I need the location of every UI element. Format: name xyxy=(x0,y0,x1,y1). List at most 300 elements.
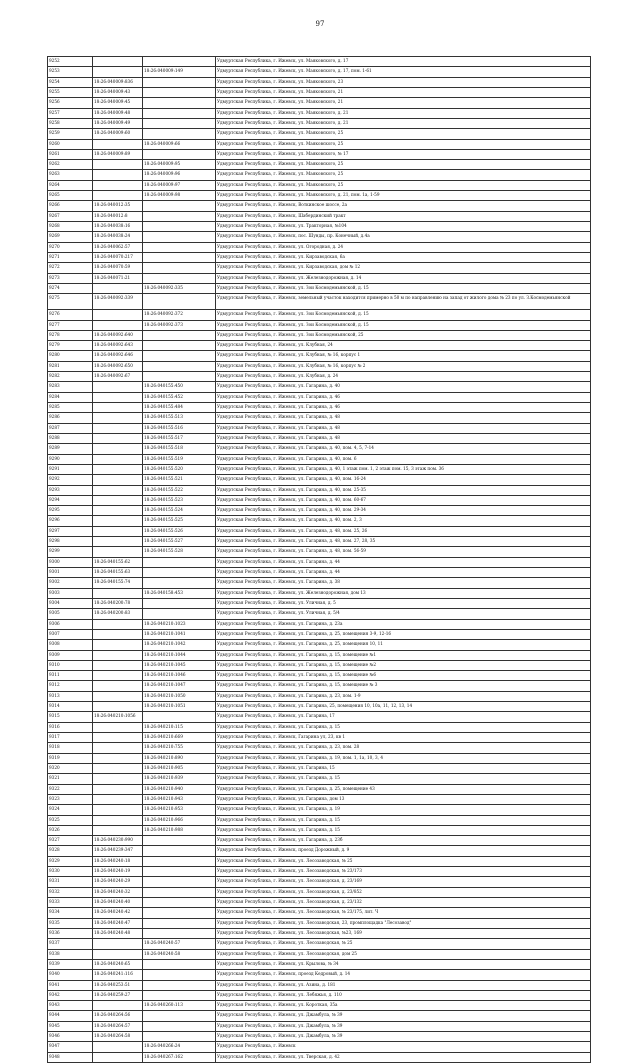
row-number-cell: 9308 xyxy=(48,640,93,650)
row-number-cell: 9274 xyxy=(48,283,93,293)
building-cadastral-number-cell: 18:26:040267:162 xyxy=(143,1052,216,1062)
land-cadastral-number-cell: 18:26:040092:643 xyxy=(93,341,143,351)
land-cadastral-number-cell: 18:26:040092:67 xyxy=(93,372,143,382)
row-number-cell: 9332 xyxy=(48,887,93,897)
land-cadastral-number-cell: 18:26:040009:48 xyxy=(93,108,143,118)
row-number-cell: 9317 xyxy=(48,733,93,743)
table-row xyxy=(48,1052,591,1062)
building-cadastral-number-cell: 18:26:040210:988 xyxy=(143,825,216,835)
row-number-cell: 9296 xyxy=(48,516,93,526)
building-cadastral-number-cell xyxy=(143,877,216,887)
land-cadastral-number-cell: 18:26:040230:990 xyxy=(93,836,143,846)
land-cadastral-number-cell xyxy=(93,392,143,402)
row-number-cell: 9324 xyxy=(48,805,93,815)
address-cell: Удмуртская Республика, г. Ижевск, ул. Лесозаводская, № 23/175, лит. Ч xyxy=(216,908,591,918)
row-number-cell: 9322 xyxy=(48,784,93,794)
table-row xyxy=(48,815,591,825)
land-cadastral-number-cell: 18:26:040062:57 xyxy=(93,242,143,252)
address-cell: Удмуртская Республика, г. Ижевск, проезд Кедровый, д. 14 xyxy=(216,970,591,980)
address-cell: Удмуртская Республика, г. Ижевск, Воткинское шоссе, 2а xyxy=(216,201,591,211)
table-row xyxy=(48,495,591,505)
land-cadastral-number-cell: 18:26:040155:63 xyxy=(93,568,143,578)
row-number-cell: 9267 xyxy=(48,211,93,221)
address-cell: Удмуртская Республика, г. Ижевск, ул. Лесозаводская, № 25 xyxy=(216,939,591,949)
building-cadastral-number-cell: 18:26:040210:1046 xyxy=(143,671,216,681)
land-cadastral-number-cell xyxy=(93,794,143,804)
building-cadastral-number-cell: 18:26:040155:484 xyxy=(143,403,216,413)
building-cadastral-number-cell xyxy=(143,568,216,578)
table-row xyxy=(48,867,591,877)
row-number-cell: 9284 xyxy=(48,392,93,402)
row-number-cell: 9305 xyxy=(48,609,93,619)
building-cadastral-number-cell xyxy=(143,1032,216,1042)
row-number-cell: 9310 xyxy=(48,660,93,670)
row-number-cell: 9276 xyxy=(48,310,93,320)
land-cadastral-number-cell: 18:26:040240:19 xyxy=(93,867,143,877)
land-cadastral-number-cell: 18:26:040092:339 xyxy=(93,294,143,310)
building-cadastral-number-cell: 18:26:040155:513 xyxy=(143,413,216,423)
table-row xyxy=(48,557,591,567)
land-cadastral-number-cell xyxy=(93,939,143,949)
row-number-cell: 9295 xyxy=(48,506,93,516)
building-cadastral-number-cell xyxy=(143,98,216,108)
building-cadastral-number-cell xyxy=(143,77,216,87)
row-number-cell: 9261 xyxy=(48,149,93,159)
table-row xyxy=(48,118,591,128)
land-cadastral-number-cell xyxy=(93,733,143,743)
row-number-cell: 9262 xyxy=(48,160,93,170)
table-row xyxy=(48,753,591,763)
table-row xyxy=(48,403,591,413)
table-row xyxy=(48,722,591,732)
table-row xyxy=(48,825,591,835)
building-cadastral-number-cell: 18:26:040009:96 xyxy=(143,170,216,180)
row-number-cell: 9260 xyxy=(48,139,93,149)
land-cadastral-number-cell xyxy=(93,433,143,443)
table-row xyxy=(48,526,591,536)
row-number-cell: 9338 xyxy=(48,949,93,959)
table-row xyxy=(48,763,591,773)
table-row xyxy=(48,506,591,516)
land-cadastral-number-cell xyxy=(93,464,143,474)
row-number-cell: 9343 xyxy=(48,1001,93,1011)
table-row xyxy=(48,908,591,918)
building-cadastral-number-cell xyxy=(143,108,216,118)
address-cell: Удмуртская Республика, г. Ижевск, ул. Гагарина, дом 13 xyxy=(216,794,591,804)
table-row xyxy=(48,516,591,526)
building-cadastral-number-cell xyxy=(143,970,216,980)
land-cadastral-number-cell: 18:26:040241:116 xyxy=(93,970,143,980)
address-cell: Удмуртская Республика, г. Ижевск, ул. Клубная, 24 xyxy=(216,341,591,351)
row-number-cell: 9275 xyxy=(48,294,93,310)
address-cell: Удмуртская Республика, г. Ижевск, Гагарина ул, 23, кв 1 xyxy=(216,733,591,743)
building-cadastral-number-cell: 18:26:040210:1023 xyxy=(143,619,216,629)
building-cadastral-number-cell xyxy=(143,846,216,856)
address-cell: Удмуртская Республика, г. Ижевск, ул. Лесозаводская, д. 23/169 xyxy=(216,877,591,887)
row-number-cell: 9336 xyxy=(48,928,93,938)
table-row xyxy=(48,1011,591,1021)
table-row xyxy=(48,252,591,262)
building-cadastral-number-cell: 18:26:040155:450 xyxy=(143,382,216,392)
address-cell: Удмуртская Республика, г. Ижевск, ул. Маяковского, д. 21 xyxy=(216,108,591,118)
row-number-cell: 9330 xyxy=(48,867,93,877)
row-number-cell: 9309 xyxy=(48,650,93,660)
row-number-cell: 9271 xyxy=(48,252,93,262)
row-number-cell: 9346 xyxy=(48,1032,93,1042)
table-row xyxy=(48,361,591,371)
table-row xyxy=(48,139,591,149)
table-row xyxy=(48,702,591,712)
table-row xyxy=(48,201,591,211)
table-row xyxy=(48,330,591,340)
row-number-cell: 9340 xyxy=(48,970,93,980)
table-row xyxy=(48,320,591,330)
row-number-cell: 9286 xyxy=(48,413,93,423)
building-cadastral-number-cell xyxy=(143,149,216,159)
table-row xyxy=(48,341,591,351)
address-cell: Удмуртская Республика, г. Ижевск, ул. Железнодорожная, дом 13 xyxy=(216,588,591,598)
land-cadastral-number-cell: 18:26:040240:18 xyxy=(93,856,143,866)
building-cadastral-number-cell xyxy=(143,928,216,938)
table-row xyxy=(48,232,591,242)
address-cell: Удмуртская Республика, г. Ижевск, ул. Гагарина, д. 23, пом. 28 xyxy=(216,743,591,753)
building-cadastral-number-cell: 18:26:040260:113 xyxy=(143,1001,216,1011)
land-cadastral-number-cell xyxy=(93,139,143,149)
row-number-cell: 9270 xyxy=(48,242,93,252)
land-cadastral-number-cell: 18:26:040009:49 xyxy=(93,118,143,128)
table-row xyxy=(48,712,591,722)
row-number-cell: 9294 xyxy=(48,495,93,505)
address-cell: Удмуртская Республика, г. Ижевск, ул. Гагарина, д. 15, помещение № 3 xyxy=(216,681,591,691)
address-cell: Удмуртская Республика, г. Ижевск, ул. Маяковского, д. 17, пом. 1-61 xyxy=(216,67,591,77)
land-cadastral-number-cell xyxy=(93,1042,143,1052)
row-number-cell: 9329 xyxy=(48,856,93,866)
land-cadastral-number-cell xyxy=(93,160,143,170)
address-cell: Удмуртская Республика, г. Ижевск, ул. Гагарина, д. 44 xyxy=(216,568,591,578)
row-number-cell: 9326 xyxy=(48,825,93,835)
row-number-cell: 9293 xyxy=(48,485,93,495)
land-cadastral-number-cell xyxy=(93,475,143,485)
row-number-cell: 9303 xyxy=(48,588,93,598)
row-number-cell: 9277 xyxy=(48,320,93,330)
land-cadastral-number-cell xyxy=(93,650,143,660)
address-cell: Удмуртская Республика, г. Ижевск, ул. Гагарина, д. 25, помещение 43 xyxy=(216,784,591,794)
building-cadastral-number-cell xyxy=(143,129,216,139)
row-number-cell: 9283 xyxy=(48,382,93,392)
table-row xyxy=(48,98,591,108)
address-cell: Удмуртская Республика, г. Ижевск, ул. Железнодорожная, д. 14 xyxy=(216,273,591,283)
building-cadastral-number-cell: 18:26:040240:57 xyxy=(143,939,216,949)
land-cadastral-number-cell xyxy=(93,423,143,433)
land-cadastral-number-cell xyxy=(93,629,143,639)
building-cadastral-number-cell: 18:26:040158:453 xyxy=(143,588,216,598)
building-cadastral-number-cell xyxy=(143,57,216,67)
table-row xyxy=(48,108,591,118)
table-row xyxy=(48,392,591,402)
table-row xyxy=(48,351,591,361)
building-cadastral-number-cell xyxy=(143,294,216,310)
address-cell: Удмуртская Республика, г. Ижевск, ул. Тверская, д. 42 xyxy=(216,1052,591,1062)
land-cadastral-number-cell xyxy=(93,191,143,201)
table-row xyxy=(48,464,591,474)
address-cell: Удмуртская Республика, г. Ижевск, ул. Джамбула, № 39 xyxy=(216,1011,591,1021)
table-row xyxy=(48,588,591,598)
building-cadastral-number-cell xyxy=(143,263,216,273)
row-number-cell: 9311 xyxy=(48,671,93,681)
address-cell: Удмуртская Республика, г. Ижевск, ул. Клубная, № 16, корпус № 2 xyxy=(216,361,591,371)
table-row xyxy=(48,619,591,629)
building-cadastral-number-cell: 18:26:040009:98 xyxy=(143,191,216,201)
building-cadastral-number-cell: 18:26:040009:149 xyxy=(143,67,216,77)
address-cell: Удмуртская Республика, г. Ижевск, ул. Гагарина, д. 25, помещения 3-9, 12-16 xyxy=(216,629,591,639)
address-cell: Удмуртская Республика, г. Ижевск, ул. Лесозаводская, 23, промплощадка "Лесозавод" xyxy=(216,918,591,928)
land-cadastral-number-cell: 18:26:040259:27 xyxy=(93,990,143,1000)
address-cell: Удмуртская Республика, г. Ижевск, ул. Гагарина, д. 40, пом. 2, 3 xyxy=(216,516,591,526)
land-cadastral-number-cell xyxy=(93,588,143,598)
table-row xyxy=(48,382,591,392)
row-number-cell: 9263 xyxy=(48,170,93,180)
land-cadastral-number-cell: 18:26:040092:650 xyxy=(93,361,143,371)
table-row xyxy=(48,928,591,938)
building-cadastral-number-cell xyxy=(143,372,216,382)
table-row xyxy=(48,1042,591,1052)
building-cadastral-number-cell: 18:26:040092:373 xyxy=(143,320,216,330)
address-cell: Удмуртская Республика, г. Ижевск, ул. Гагарина, д. 46 xyxy=(216,392,591,402)
address-cell: Удмуртская Республика, г. Ижевск, ул. Лебяжья, д. 110 xyxy=(216,990,591,1000)
building-cadastral-number-cell xyxy=(143,887,216,897)
building-cadastral-number-cell: 18:26:040155:452 xyxy=(143,392,216,402)
row-number-cell: 9325 xyxy=(48,815,93,825)
row-number-cell: 9289 xyxy=(48,444,93,454)
address-cell: Удмуртская Республика, г. Ижевск, пос. Шунды, пр. Конечный, д.4а xyxy=(216,232,591,242)
table-row xyxy=(48,444,591,454)
land-cadastral-number-cell xyxy=(93,949,143,959)
building-cadastral-number-cell: 18:26:040210:1045 xyxy=(143,660,216,670)
building-cadastral-number-cell: 18:26:040210:1041 xyxy=(143,629,216,639)
address-cell: Удмуртская Республика, г. Ижевск, ул. Кирзаводская, 6а xyxy=(216,252,591,262)
address-cell: Удмуртская Республика, г. Ижевск, ул. Гагарина, д. 44 xyxy=(216,557,591,567)
land-cadastral-number-cell: 18:26:040240:47 xyxy=(93,918,143,928)
land-cadastral-number-cell: 18:26:040009:836 xyxy=(93,77,143,87)
address-cell: Удмуртская Республика, г. Ижевск, ул. Гагарина, д. 23, пом. 1-9 xyxy=(216,691,591,701)
building-cadastral-number-cell xyxy=(143,867,216,877)
row-number-cell: 9281 xyxy=(48,361,93,371)
row-number-cell: 9266 xyxy=(48,201,93,211)
row-number-cell: 9301 xyxy=(48,568,93,578)
address-cell: Удмуртская Республика, г. Ижевск, ул. Лесозаводская, д. 23/852 xyxy=(216,887,591,897)
row-number-cell: 9302 xyxy=(48,578,93,588)
building-cadastral-number-cell: 18:26:040009:97 xyxy=(143,180,216,190)
land-cadastral-number-cell xyxy=(93,805,143,815)
building-cadastral-number-cell xyxy=(143,557,216,567)
table-row xyxy=(48,970,591,980)
address-cell: Удмуртская Республика, г. Ижевск, ул. Крылова, № 34 xyxy=(216,959,591,969)
row-number-cell: 9298 xyxy=(48,537,93,547)
land-cadastral-number-cell: 18:26:040240:29 xyxy=(93,877,143,887)
building-cadastral-number-cell xyxy=(143,836,216,846)
table-row xyxy=(48,660,591,670)
table-row xyxy=(48,794,591,804)
table-row xyxy=(48,454,591,464)
building-cadastral-number-cell: 18:26:040155:521 xyxy=(143,475,216,485)
row-number-cell: 9333 xyxy=(48,898,93,908)
building-cadastral-number-cell xyxy=(143,361,216,371)
building-cadastral-number-cell: 18:26:040155:525 xyxy=(143,516,216,526)
address-cell: Удмуртская Республика, г. Ижевск, ул. Гагарина, д. 15, помещение №2 xyxy=(216,660,591,670)
building-cadastral-number-cell xyxy=(143,856,216,866)
building-cadastral-number-cell: 18:26:040155:524 xyxy=(143,506,216,516)
table-row xyxy=(48,640,591,650)
building-cadastral-number-cell xyxy=(143,980,216,990)
land-cadastral-number-cell: 18:26:040009:60 xyxy=(93,129,143,139)
row-number-cell: 9319 xyxy=(48,753,93,763)
row-number-cell: 9300 xyxy=(48,557,93,567)
row-number-cell: 9328 xyxy=(48,846,93,856)
building-cadastral-number-cell: 18:26:040210:966 xyxy=(143,815,216,825)
building-cadastral-number-cell xyxy=(143,273,216,283)
land-cadastral-number-cell xyxy=(93,170,143,180)
land-cadastral-number-cell xyxy=(93,1001,143,1011)
table-row xyxy=(48,681,591,691)
table-row xyxy=(48,413,591,423)
row-number-cell: 9299 xyxy=(48,547,93,557)
address-cell: Удмуртская Республика, г. Ижевск, ул. Маяковского, 25 xyxy=(216,170,591,180)
building-cadastral-number-cell xyxy=(143,222,216,232)
row-number-cell: 9264 xyxy=(48,180,93,190)
building-cadastral-number-cell: 18:26:040155:517 xyxy=(143,433,216,443)
row-number-cell: 9285 xyxy=(48,403,93,413)
building-cadastral-number-cell: 18:26:040155:522 xyxy=(143,485,216,495)
row-number-cell: 9253 xyxy=(48,67,93,77)
row-number-cell: 9278 xyxy=(48,330,93,340)
land-cadastral-number-cell xyxy=(93,640,143,650)
address-cell: Удмуртская Республика, г. Ижевск, ул. Огородная, д. 24 xyxy=(216,242,591,252)
table-row xyxy=(48,310,591,320)
building-cadastral-number-cell: 18:26:040155:526 xyxy=(143,526,216,536)
building-cadastral-number-cell xyxy=(143,908,216,918)
row-number-cell: 9292 xyxy=(48,475,93,485)
table-row xyxy=(48,242,591,252)
building-cadastral-number-cell xyxy=(143,330,216,340)
building-cadastral-number-cell: 18:26:040155:516 xyxy=(143,423,216,433)
address-cell: Удмуртская Республика, г. Ижевск, ул. Лесозаводская, № 25 xyxy=(216,856,591,866)
row-number-cell: 9315 xyxy=(48,712,93,722)
building-cadastral-number-cell xyxy=(143,959,216,969)
land-cadastral-number-cell: 18:26:040200:83 xyxy=(93,609,143,619)
address-cell: Удмуртская Республика, г. Ижевск xyxy=(216,1042,591,1052)
address-cell: Удмуртская Республика, г. Ижевск, ул. Джамбула, № 39 xyxy=(216,1032,591,1042)
land-cadastral-number-cell xyxy=(93,403,143,413)
land-cadastral-number-cell: 18:26:040264:58 xyxy=(93,1032,143,1042)
address-cell: Удмуртская Республика, г. Ижевск, ул. Гагарина, д. 19, пом. 1, 1а, 10, 3, 4 xyxy=(216,753,591,763)
building-cadastral-number-cell: 18:26:040155:519 xyxy=(143,454,216,464)
row-number-cell: 9257 xyxy=(48,108,93,118)
building-cadastral-number-cell xyxy=(143,118,216,128)
land-cadastral-number-cell xyxy=(93,180,143,190)
land-cadastral-number-cell xyxy=(93,526,143,536)
land-cadastral-number-cell: 18:26:040240:65 xyxy=(93,959,143,969)
address-cell: Удмуртская Республика, г. Ижевск, ул. Гагарина, 25, помещения 10, 10а, 11, 12, 13, 14 xyxy=(216,702,591,712)
address-cell: Удмуртская Республика, г. Ижевск, ул. Гагарина, д. 40, пом. 25-35 xyxy=(216,485,591,495)
address-cell: Удмуртская Республика, г. Ижевск, ул. Гагарина, д. 15 xyxy=(216,774,591,784)
building-cadastral-number-cell: 18:26:040210:939 xyxy=(143,774,216,784)
address-cell: Удмуртская Республика, г. Ижевск, ул. Клубная, д. 24 xyxy=(216,372,591,382)
address-cell: Удмуртская Республика, г. Ижевск, ул. Маяковского, 21 xyxy=(216,87,591,97)
address-cell: Удмуртская Республика, г. Ижевск, ул. Кирзаводская, дом № 12 xyxy=(216,263,591,273)
land-cadastral-number-cell xyxy=(93,743,143,753)
address-cell: Удмуртская Республика, г. Ижевск, Шабердинский тракт xyxy=(216,211,591,221)
table-row xyxy=(48,191,591,201)
land-cadastral-number-cell xyxy=(93,454,143,464)
land-cadastral-number-cell: 18:26:040009:89 xyxy=(93,149,143,159)
land-cadastral-number-cell: 18:26:040009:43 xyxy=(93,87,143,97)
table-row xyxy=(48,877,591,887)
table-row xyxy=(48,1021,591,1031)
address-cell: Удмуртская Республика, г. Ижевск, ул. Маяковского, д. 21 xyxy=(216,118,591,128)
land-cadastral-number-cell: 18:26:040012:8 xyxy=(93,211,143,221)
building-cadastral-number-cell xyxy=(143,918,216,928)
building-cadastral-number-cell: 18:26:040210:669 xyxy=(143,733,216,743)
address-cell: Удмуртская Республика, г. Ижевск, ул. Гагарина, д. 48 xyxy=(216,413,591,423)
row-number-cell: 9334 xyxy=(48,908,93,918)
land-cadastral-number-cell xyxy=(93,537,143,547)
land-cadastral-number-cell xyxy=(93,763,143,773)
building-cadastral-number-cell: 18:26:040155:523 xyxy=(143,495,216,505)
address-cell: Удмуртская Республика, г. Ижевск, ул. Гагарина, д. 48, пом. 56-59 xyxy=(216,547,591,557)
address-cell: Удмуртская Республика, г. Ижевск, ул. Гагарина, д. 48 xyxy=(216,423,591,433)
row-number-cell: 9282 xyxy=(48,372,93,382)
building-cadastral-number-cell: 18:26:040092:372 xyxy=(143,310,216,320)
table-row xyxy=(48,629,591,639)
table-row xyxy=(48,856,591,866)
table-row xyxy=(48,283,591,293)
building-cadastral-number-cell xyxy=(143,87,216,97)
land-cadastral-number-cell xyxy=(93,495,143,505)
table-row xyxy=(48,650,591,660)
land-cadastral-number-cell: 18:26:040071:21 xyxy=(93,273,143,283)
row-number-cell: 9256 xyxy=(48,98,93,108)
land-cadastral-number-cell: 18:26:040155:62 xyxy=(93,557,143,567)
address-cell: Удмуртская Республика, г. Ижевск, ул. Гагарина, д. 40, 1 этаж пом. 1, 2 этаж пом. 15, 3 этаж пом. 36 xyxy=(216,464,591,474)
land-cadastral-number-cell: 18:26:040253:51 xyxy=(93,980,143,990)
address-cell: Удмуртская Республика, г. Ижевск, ул. Гагарина, 15 xyxy=(216,763,591,773)
land-cadastral-number-cell xyxy=(93,1052,143,1062)
table-row xyxy=(48,433,591,443)
building-cadastral-number-cell xyxy=(143,1021,216,1031)
building-cadastral-number-cell xyxy=(143,242,216,252)
land-cadastral-number-cell xyxy=(93,506,143,516)
address-cell: Удмуртская Республика, г. Ижевск, ул. Гагарина, д. 23б xyxy=(216,836,591,846)
table-row xyxy=(48,180,591,190)
land-cadastral-number-cell xyxy=(93,619,143,629)
building-cadastral-number-cell xyxy=(143,990,216,1000)
land-cadastral-number-cell xyxy=(93,382,143,392)
address-cell: Удмуртская Республика, г. Ижевск, ул. Гагарина, д. 40, пом. 16-24 xyxy=(216,475,591,485)
row-number-cell: 9347 xyxy=(48,1042,93,1052)
row-number-cell: 9348 xyxy=(48,1052,93,1062)
table-row xyxy=(48,691,591,701)
address-cell: Удмуртская Республика, г. Ижевск, ул. Гагарина, д. 15, помещение №1 xyxy=(216,650,591,660)
land-cadastral-number-cell: 18:26:040009:45 xyxy=(93,98,143,108)
table-row xyxy=(48,743,591,753)
table-row xyxy=(48,273,591,283)
land-cadastral-number-cell xyxy=(93,57,143,67)
address-cell: Удмуртская Республика, г. Ижевск, ул. Азина, д. 181 xyxy=(216,980,591,990)
address-cell: Удмуртская Республика, г. Ижевск, ул. Зои Космодемьянской, д. 15 xyxy=(216,310,591,320)
address-cell: Удмуртская Республика, г. Ижевск, ул. Маяковского, д. 17 xyxy=(216,57,591,67)
address-cell: Удмуртская Республика, г. Ижевск, ул. Гагарина, д. 40 xyxy=(216,382,591,392)
land-cadastral-number-cell: 18:26:040200:78 xyxy=(93,598,143,608)
